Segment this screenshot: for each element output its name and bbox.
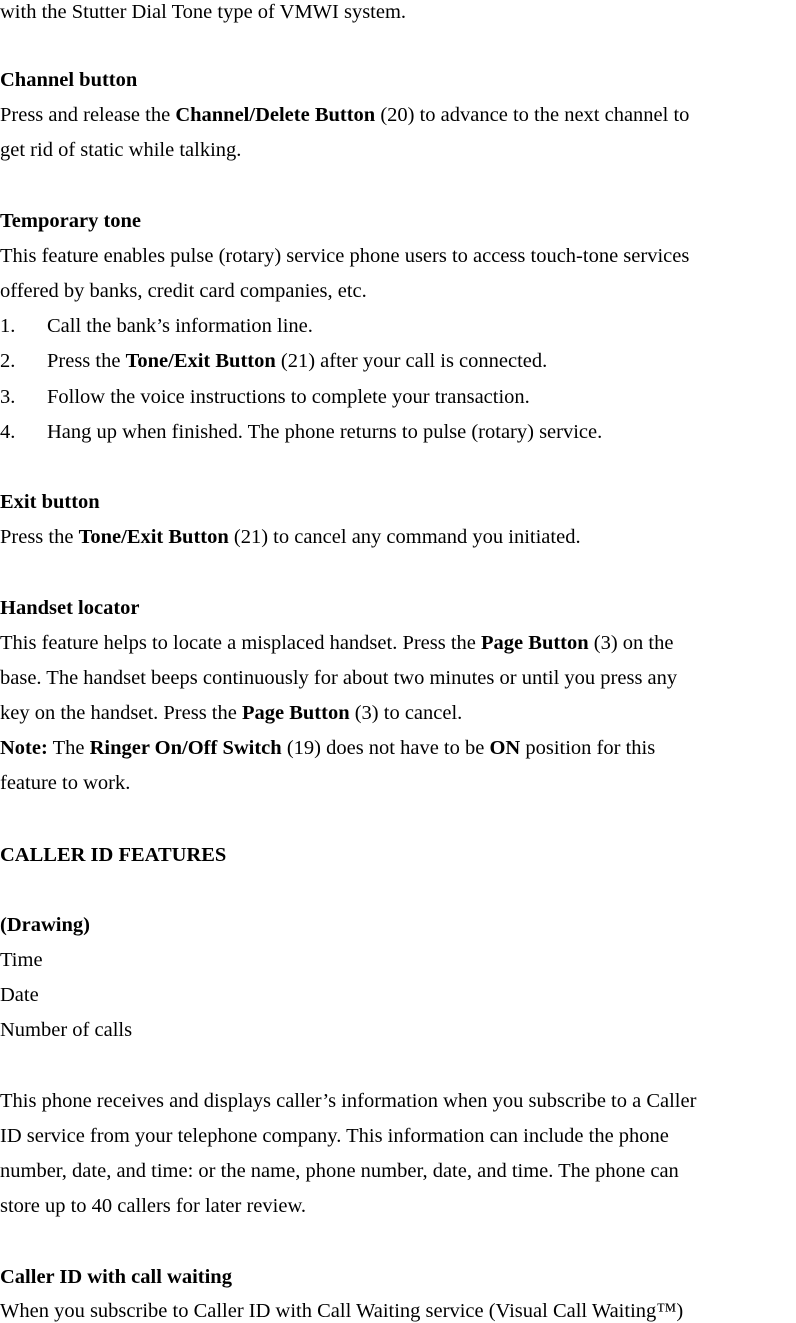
handset-locator-line-1: This feature helps to locate a misplaced handset. Press the Page Button (3) on the	[0, 632, 674, 654]
caller-id-paragraph-line-4: store up to 40 callers for later review.	[0, 1195, 307, 1217]
exit-button-heading: Exit button	[0, 491, 100, 513]
caller-id-paragraph-line-2: ID service from your telephone company. This information can include the phone	[0, 1125, 669, 1147]
list-item: 3. Follow the voice instructions to complete your transaction.	[0, 386, 530, 408]
note-line-1: Note: The Ringer On/Off Switch (19) does not have to be ON position for this	[0, 737, 656, 759]
drawing-item-time: Time	[0, 949, 43, 971]
temporary-tone-heading: Temporary tone	[0, 210, 142, 232]
drawing-item-date: Date	[0, 984, 39, 1006]
list-item-number: 4.	[0, 421, 16, 443]
handset-locator-line-3: key on the handset. Press the Page Button (3) to cancel.	[0, 702, 463, 724]
tone-exit-button-term: Tone/Exit Button	[78, 526, 229, 548]
ringer-switch-term: Ringer On/Off Switch	[89, 737, 282, 759]
caller-id-paragraph-line-1: This phone receives and displays caller’s information when you subscribe to a Caller	[0, 1090, 697, 1112]
intro-text: with the Stutter Dial Tone type of VMWI system.	[0, 1, 407, 23]
list-item: 4. Hang up when finished. The phone returns to pulse (rotary) service.	[0, 421, 603, 443]
page-button-term: Page Button	[241, 702, 350, 724]
list-item-number: 2.	[0, 350, 16, 372]
temporary-tone-line-1: This feature enables pulse (rotary) service phone users to access touch-tone services	[0, 245, 690, 267]
handset-locator-heading: Handset locator	[0, 597, 140, 619]
drawing-label: (Drawing)	[0, 914, 90, 936]
page-button-term: Page Button	[481, 632, 589, 654]
on-term: ON	[489, 737, 521, 759]
list-item: 2. Press the Tone/Exit Button (21) after your call is connected.	[0, 350, 548, 372]
note-line-2: feature to work.	[0, 772, 131, 794]
handset-locator-line-2: base. The handset beeps continuously for about two minutes or until you press any	[0, 667, 678, 689]
caller-id-paragraph-line-3: number, date, and time: or the name, phone number, date, and time. The phone can	[0, 1160, 679, 1182]
channel-button-heading: Channel button	[0, 69, 138, 91]
caller-id-call-waiting-heading: Caller ID with call waiting	[0, 1266, 232, 1288]
tone-exit-button-term: Tone/Exit Button	[125, 350, 276, 372]
list-item: 1. Call the bank’s information line.	[0, 315, 313, 337]
channel-delete-button-term: Channel/Delete Button	[175, 104, 376, 126]
temporary-tone-line-2: offered by banks, credit card companies, etc.	[0, 280, 367, 302]
drawing-item-number-of-calls: Number of calls	[0, 1019, 133, 1041]
channel-paragraph-line-2: get rid of static while talking.	[0, 139, 242, 161]
caller-id-features-heading: CALLER ID FEATURES	[0, 844, 227, 866]
note-label: Note:	[0, 737, 48, 759]
list-item-number: 1.	[0, 315, 16, 337]
list-item-number: 3.	[0, 386, 16, 408]
exit-paragraph: Press the Tone/Exit Button (21) to cancel any command you initiated.	[0, 526, 581, 548]
call-waiting-line-1: When you subscribe to Caller ID with Call Waiting service (Visual Call Waiting™)	[0, 1300, 684, 1322]
channel-paragraph-line-1: Press and release the Channel/Delete Button (20) to advance to the next channel to	[0, 104, 690, 126]
